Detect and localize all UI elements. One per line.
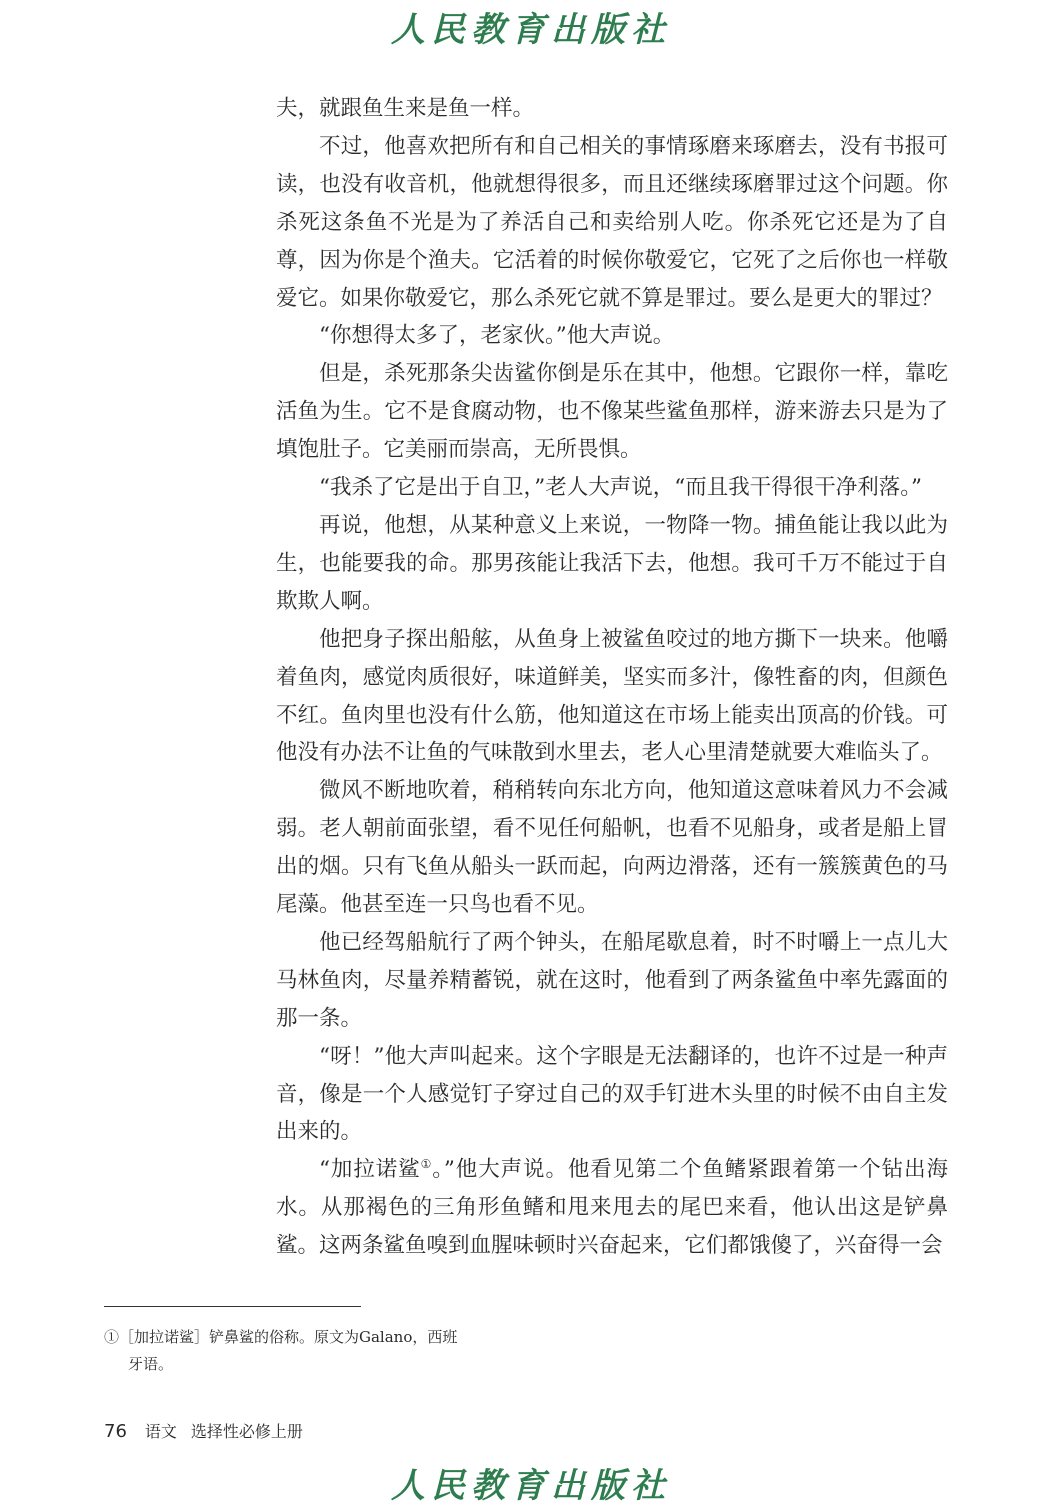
paragraph: 再说，他想，从某种意义上来说，一物降一物。捕鱼能让我以此为生，也能要我的命。那男孩能让我活下去，他想。我可千万不能过于自欺欺人啊。 [276,512,948,614]
paragraph: “我杀了它是出于自卫，”老人大声说，“而且我干得很干净利落。” [319,475,922,501]
paragraph-text: 。”他大声说。他看见第二个鱼鳍紧跟着第一个钻出海水。从那褐色的三角形鱼鳍和甩来甩去的尾巴来看，他认出这是铲鼻鲨。这两条鲨鱼嗅到血腥味顿时兴奋起来，它们都饿傻了，兴奋得一会 [276,1157,948,1259]
paragraph: 微风不断地吹着，稍稍转向东北方向，他知道这意味着风力不会减弱。老人朝前面张望，看不见任何船帆，也看不见船身，或者是船上冒出的烟。只有飞鱼从船头一跃而起，向两边滑落，还有一簇簇黄色的马尾藻。他甚至连一只鸟也看不见。 [276,778,948,918]
paragraph-text: “加拉诺鲨 [319,1157,421,1183]
subject-label: 语文 [144,1422,177,1441]
paragraph-list [276,90,948,1151]
paragraph: 他把身子探出船舷，从鱼身上被鲨鱼咬过的地方撕下一块来。他嚼着鱼肉，感觉肉质很好，味道鲜美，坚实而多汁，像牲畜的肉，但颜色不红。鱼肉里也没有什么筋，他知道这在市场上能卖出顶高的价钱。可他没有办法不让鱼的气味散到水里去，老人心里清楚就要大难临头了。 [276,626,948,766]
paragraph: 夫，就跟鱼生来是鱼一样。 [276,96,535,121]
paragraph: 但是，杀死那条尖齿鲨你倒是乐在其中，他想。它跟你一样，靠吃活鱼为生。它不是食腐动物，也不像某些鲨鱼那样，游来游去只是为了填饱肚子。它美丽而崇高，无所畏惧。 [276,361,948,463]
footnote-line: ①［加拉诺鲨］铲鼻鲨的俗称。原文为Galano，西班 [104,1328,458,1346]
body-text [276,90,948,1265]
footnote-marker[interactable]: ① [420,1157,433,1172]
publisher-logo-top: 人民教育出版社 [391,10,671,50]
paragraph: “呀！”他大声叫起来。这个字眼是无法翻译的，也许不过是一种声音，像是一个人感觉钉子穿过自己的双手钉进木头里的时候不由自主发出来的。 [276,1043,948,1145]
paragraph: “你想得太多了，老家伙。”他大声说。 [319,323,675,349]
paragraph [276,1151,948,1265]
page-number: 76 [104,1421,127,1442]
page-footer [104,1419,303,1442]
volume-label: 选择性必修上册 [190,1422,303,1441]
publisher-logo-bottom: 人民教育出版社 [391,1466,671,1506]
paragraph: 他已经驾船航行了两个钟头，在船尾歇息着，时不时嚼上一点儿大马林鱼肉，尽量养精蓄锐，就在这时，他看到了两条鲨鱼中率先露面的那一条。 [276,929,948,1031]
footnote [104,1324,504,1378]
footnote-divider [104,1306,361,1307]
paragraph: 不过，他喜欢把所有和自己相关的事情琢磨来琢磨去，没有书报可读，也没有收音机，他就想得很多，而且还继续琢磨罪过这个问题。你杀死这条鱼不光是为了养活自己和卖给别人吃。你杀死它还是为了自尊，因为你是个渔夫。它活着的时候你敬爱它，它死了之后你也一样敬爱它。如果你敬爱它，那么杀死它就不算是罪过。要么是更大的罪过？ [276,133,948,311]
footnote-line: 牙语。 [128,1355,174,1373]
